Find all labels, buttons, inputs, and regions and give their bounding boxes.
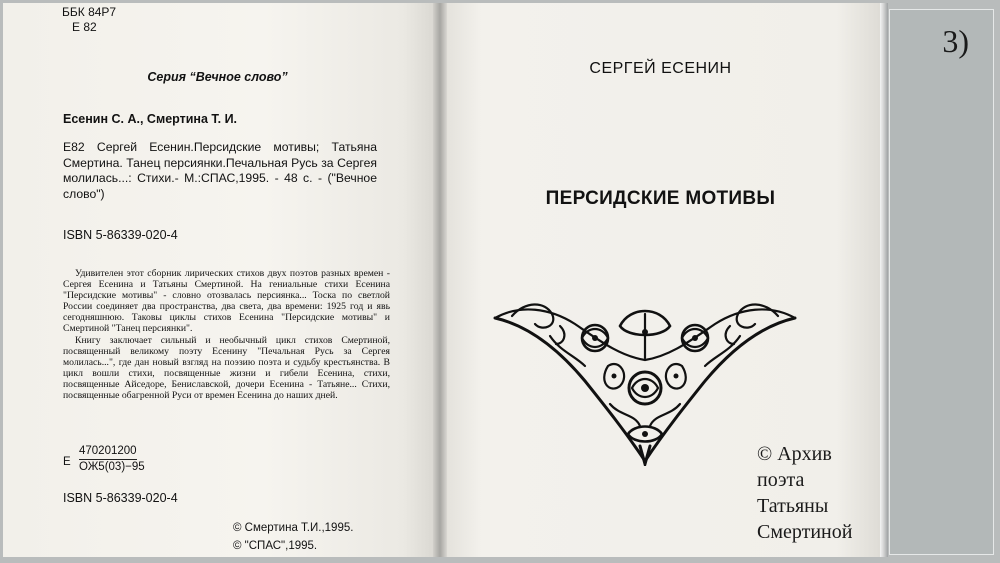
authors-line: Есенин С. А., Смертина Т. И. — [63, 112, 238, 126]
annotation-paragraph-2: Книгу заключает сильный и необычный цикл стихов Смертиной, посвященный великому поэту Есенину "Печальная Русь за Сергея молилась...", где дан новый взгляд на поэзию поэта и судьбу крестьянства. В цикл вошли стихи, посвященные жизни и гибели Есенина, стихи, посвященные Айседоре, Бениславской, дочери Есенина - Татьяне... Стихи, посвященные обагренной Руси от времен Есенина до наших дней. — [63, 334, 390, 402]
page-edges — [880, 3, 888, 557]
catalog-code-denominator: ОЖ5(03)−95 — [79, 461, 145, 473]
annotation-paragraph-1: Удивителен этот сборник лирических стихов двух поэтов разных времен - Сергея Есенина и Татьяны Смертиной. На гениальные стихи Есенина "Персидские мотивы" - словно отозвалась персиянка... Тоска по светлой России соединяет два пространства, два света, два времени: 1925 год и явь сегодняшнюю. Таковы циклы стихов Есенина "Персидские мотивы" и Смертиной "Танец персиянки". — [63, 268, 390, 335]
catalog-code-letter: Е — [63, 456, 71, 468]
bbk-line: ББК 84Р7 — [62, 5, 117, 19]
title-page-title: ПЕРСИДСКИЕ МОТИВЫ — [545, 188, 776, 209]
copyright-block — [233, 519, 353, 555]
archive-line-1: © Архив — [757, 443, 832, 465]
side-panel — [889, 9, 994, 555]
panel-number: 3) — [942, 23, 969, 59]
bbk-code — [62, 5, 116, 35]
copyright-author: © Смертина Т.И.,1995. — [233, 522, 354, 534]
archive-line-4: Смертиной — [757, 521, 853, 543]
title-page-author: СЕРГЕЙ ЕСЕНИН — [589, 60, 732, 77]
annotation — [63, 268, 390, 401]
isbn-bottom: ISBN 5-86339-020-4 — [63, 491, 178, 505]
bibliographic-description: Е82 Сергей Есенин.Персидские мотивы; Татьяна Смертина. Танец персиянки.Печальная Русь за Сергея молилась...: Стихи.- М.:СПАС,1995. - 48 с. - ("Вечное слово") — [63, 140, 377, 201]
book-gutter — [433, 3, 447, 557]
catalog-code-numerator: 470201200 — [79, 444, 137, 460]
series-title: Серия “Вечное слово” — [147, 70, 288, 84]
archive-caption — [757, 441, 867, 545]
archive-line-2: поэта — [757, 469, 805, 491]
archive-line-3: Татьяны — [757, 495, 829, 517]
isbn-top: ISBN 5-86339-020-4 — [63, 228, 178, 242]
bbk-author-mark: Е 82 — [72, 20, 97, 34]
arabesque-ornament — [490, 296, 800, 466]
copyright-publisher: © "СПАС",1995. — [233, 540, 318, 552]
